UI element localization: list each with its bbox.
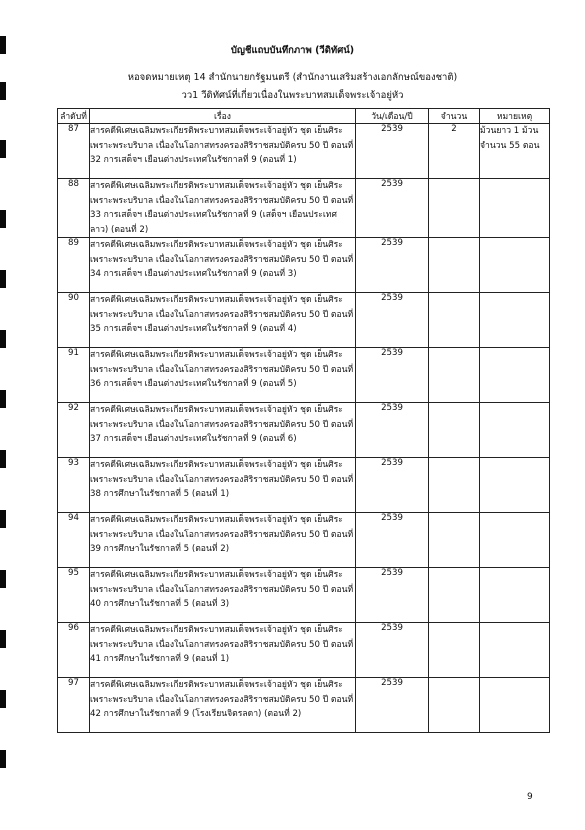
cell-date: 2539 <box>356 678 429 733</box>
cell-note <box>480 348 550 403</box>
cell-note <box>480 568 550 623</box>
table-row <box>58 403 550 458</box>
cell-date: 2539 <box>356 348 429 403</box>
header-date: วัน/เดือน/ปี <box>356 109 429 124</box>
binder-mark <box>0 330 6 348</box>
cell-no: 97 <box>58 678 90 733</box>
binder-mark <box>0 210 6 228</box>
cell-qty <box>429 403 480 458</box>
cell-note <box>480 179 550 238</box>
cell-title: สารคดีพิเศษเฉลิมพระเกียรติพระบาทสมเด็จพระเจ้าอยู่หัว ชุด เย็นศิระเพราะพระบริบาล เนื่องในโอกาสทรงครองสิริราชสมบัติครบ 50 ปี ตอนที่ 41 การศึกษาในรัชกาลที่ 9 (ตอนที่ 1) <box>90 623 356 678</box>
cell-note <box>480 293 550 348</box>
header-note: หมายเหตุ <box>480 109 550 124</box>
cell-note <box>480 403 550 458</box>
cell-no: 87 <box>58 124 90 179</box>
cell-note <box>480 623 550 678</box>
table-row <box>58 623 550 678</box>
table-row <box>58 568 550 623</box>
cell-date: 2539 <box>356 238 429 293</box>
document-subtitle: หอจดหมายเหตุ 14 สำนักนายกรัฐมนตรี (สำนักงานเสริมสร้างเอกลักษณ์ของชาติ) <box>127 72 458 83</box>
cell-note <box>480 513 550 568</box>
header-title: เรื่อง <box>90 109 356 124</box>
cell-date: 2539 <box>356 623 429 678</box>
cell-date: 2539 <box>356 458 429 513</box>
table-row <box>58 513 550 568</box>
cell-no: 90 <box>58 293 90 348</box>
cell-date: 2539 <box>356 513 429 568</box>
cell-title: สารคดีพิเศษเฉลิมพระเกียรติพระบาทสมเด็จพระเจ้าอยู่หัว ชุด เย็นศิระเพราะพระบริบาล เนื่องในโอกาสทรงครองสิริราชสมบัติครบ 50 ปี ตอนที่ 39 การศึกษาในรัชกาลที่ 5 (ตอนที่ 2) <box>90 513 356 568</box>
cell-date: 2539 <box>356 124 429 179</box>
table-row <box>58 124 550 179</box>
cell-date: 2539 <box>356 293 429 348</box>
table-row <box>58 678 550 733</box>
cell-date: 2539 <box>356 179 429 238</box>
cell-no: 92 <box>58 403 90 458</box>
binder-mark <box>0 510 6 528</box>
table-header-row <box>58 109 550 124</box>
header-no: ลำดับที่ <box>58 109 90 124</box>
binder-mark <box>0 570 6 588</box>
cell-title: สารคดีพิเศษเฉลิมพระเกียรติพระบาทสมเด็จพระเจ้าอยู่หัว ชุด เย็นศิระเพราะพระบริบาล เนื่องในโอกาสทรงครองสิริราชสมบัติครบ 50 ปี ตอนที่ 33 การเสด็จฯ เยือนต่างประเทศในรัชกาลที่ 9 (เสด็จฯ เยือนประเทศลาว) (ตอนที่ 2) <box>90 179 356 238</box>
binder-mark <box>0 750 6 768</box>
header-qty: จำนวน <box>429 109 480 124</box>
cell-qty <box>429 238 480 293</box>
cell-date: 2539 <box>356 568 429 623</box>
cell-no: 91 <box>58 348 90 403</box>
table-row <box>58 293 550 348</box>
cell-qty <box>429 678 480 733</box>
table-row <box>58 458 550 513</box>
binder-mark <box>0 270 6 288</box>
binder-mark <box>0 690 6 708</box>
binder-mark <box>0 390 6 408</box>
binder-mark <box>0 140 6 158</box>
cell-title: สารคดีพิเศษเฉลิมพระเกียรติพระบาทสมเด็จพระเจ้าอยู่หัว ชุด เย็นศิระเพราะพระบริบาล เนื่องในโอกาสทรงครองสิริราชสมบัติครบ 50 ปี ตอนที่ 38 การศึกษาในรัชกาลที่ 5 (ตอนที่ 1) <box>90 458 356 513</box>
cell-no: 95 <box>58 568 90 623</box>
cell-title: สารคดีพิเศษเฉลิมพระเกียรติพระบาทสมเด็จพระเจ้าอยู่หัว ชุด เย็นศิระเพราะพระบริบาล เนื่องในโอกาสทรงครองสิริราชสมบัติครบ 50 ปี ตอนที่ 35 การเสด็จฯ เยือนต่างประเทศในรัชกาลที่ 9 (ตอนที่ 4) <box>90 293 356 348</box>
records-table <box>57 108 550 733</box>
cell-note <box>480 678 550 733</box>
table-row <box>58 238 550 293</box>
cell-qty <box>429 623 480 678</box>
cell-qty <box>429 179 480 238</box>
cell-qty <box>429 513 480 568</box>
cell-no: 89 <box>58 238 90 293</box>
cell-no: 96 <box>58 623 90 678</box>
cell-qty <box>429 293 480 348</box>
table-row <box>58 179 550 238</box>
cell-no: 93 <box>58 458 90 513</box>
cell-title: สารคดีพิเศษเฉลิมพระเกียรติพระบาทสมเด็จพระเจ้าอยู่หัว ชุด เย็นศิระเพราะพระบริบาล เนื่องในโอกาสทรงครองสิริราชสมบัติครบ 50 ปี ตอนที่ 37 การเสด็จฯ เยือนต่างประเทศในรัชกาลที่ 9 (ตอนที่ 6) <box>90 403 356 458</box>
cell-title: สารคดีพิเศษเฉลิมพระเกียรติพระบาทสมเด็จพระเจ้าอยู่หัว ชุด เย็นศิระเพราะพระบริบาล เนื่องในโอกาสทรงครองสิริราชสมบัติครบ 50 ปี ตอนที่ 40 การศึกษาในรัชกาลที่ 5 (ตอนที่ 3) <box>90 568 356 623</box>
cell-title: สารคดีพิเศษเฉลิมพระเกียรติพระบาทสมเด็จพระเจ้าอยู่หัว ชุด เย็นศิระเพราะพระบริบาล เนื่องในโอกาสทรงครองสิริราชสมบัติครบ 50 ปี ตอนที่ 36 การเสด็จฯ เยือนต่างประเทศในรัชกาลที่ 9 (ตอนที่ 5) <box>90 348 356 403</box>
cell-date: 2539 <box>356 403 429 458</box>
cell-qty: 2 <box>429 124 480 179</box>
cell-qty <box>429 568 480 623</box>
binder-mark <box>0 450 6 468</box>
cell-qty <box>429 458 480 513</box>
binder-mark <box>0 630 6 648</box>
cell-qty <box>429 348 480 403</box>
cell-note: ม้วนยาว 1 ม้วน จำนวน 55 ตอน <box>480 124 550 179</box>
page-number: 9 <box>527 792 533 802</box>
document-section: วว1 วีดิทัศน์ที่เกี่ยวเนื่องในพระบาทสมเด็จพระเจ้าอยู่หัว <box>181 90 404 101</box>
cell-title: สารคดีพิเศษเฉลิมพระเกียรติพระบาทสมเด็จพระเจ้าอยู่หัว ชุด เย็นศิระเพราะพระบริบาล เนื่องในโอกาสทรงครองสิริราชสมบัติครบ 50 ปี ตอนที่ 42 การศึกษาในรัชกาลที่ 9 (โรงเรียนจิตรลดา) (ตอนที่ 2) <box>90 678 356 733</box>
cell-title: สารคดีพิเศษเฉลิมพระเกียรติพระบาทสมเด็จพระเจ้าอยู่หัว ชุด เย็นศิระเพราะพระบริบาล เนื่องในโอกาสทรงครองสิริราชสมบัติครบ 50 ปี ตอนที่ 34 การเสด็จฯ เยือนต่างประเทศในรัชกาลที่ 9 (ตอนที่ 3) <box>90 238 356 293</box>
cell-title: สารคดีพิเศษเฉลิมพระเกียรติพระบาทสมเด็จพระเจ้าอยู่หัว ชุด เย็นศิระเพราะพระบริบาล เนื่องในโอกาสทรงครองสิริราชสมบัติครบ 50 ปี ตอนที่ 32 การเสด็จฯ เยือนต่างประเทศในรัชกาลที่ 9 (ตอนที่ 1) <box>90 124 356 179</box>
document-title: บัญชีแถบบันทึกภาพ (วีดิทัศน์) <box>230 45 355 56</box>
cell-note <box>480 458 550 513</box>
table-row <box>58 348 550 403</box>
cell-no: 94 <box>58 513 90 568</box>
cell-no: 88 <box>58 179 90 238</box>
cell-note <box>480 238 550 293</box>
